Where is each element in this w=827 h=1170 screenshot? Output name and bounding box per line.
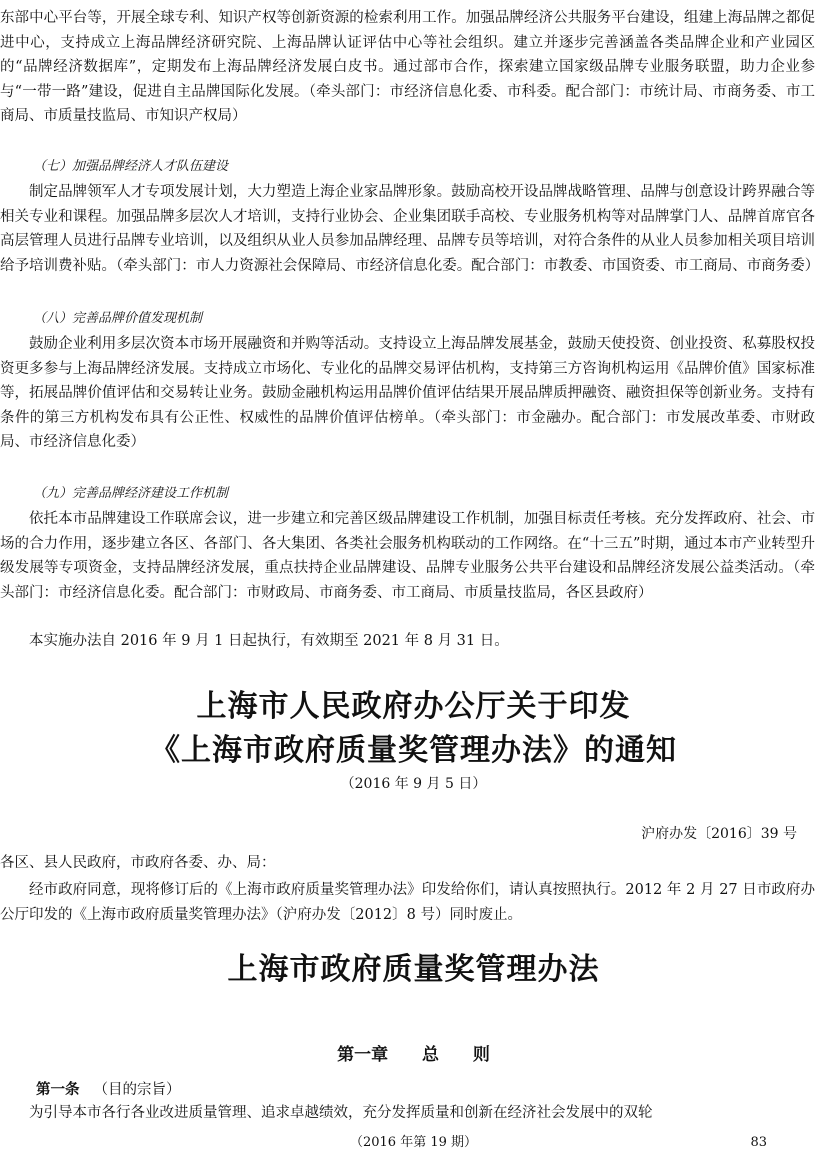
article-topic: （目的宗旨） [93, 1082, 181, 1098]
section-heading-9: （九）完善品牌经济建设工作机制 [33, 486, 229, 501]
section-body-9: 依托本市品牌建设工作联席会议，进一步建立和完善区级品牌建设工作机制，加强目标责任考核。充分发挥政府、社会、市场的合力作用，逐步建立各区、各部门、各大集团、各类社会服务机构联动的工作网络。在“十三五”时期，通过本市产业转型升级发展等专项资金，支持品牌经济发展，重点扶持企业品牌建设、品牌专业服务公共平台建设和品牌经济发展公益类活动。（牵头部门：市经济信息化委。配合部门：市财政局、市商务委、市工商局、市质量技监局，各区县政府） [0, 511, 815, 601]
effective-date-paragraph: 本实施办法自 2016 年 9 月 1 日起执行，有效期至 2021 年 8 月 31 日。 [29, 633, 509, 649]
section-heading-7: （七）加强品牌经济人才队伍建设 [33, 159, 229, 174]
notice-body: 经市政府同意，现将修订后的《上海市政府质量奖管理办法》印发给你们，请认真按照执行。2012 年 2 月 27 日市政府办公厅印发的《上海市政府质量奖管理办法》（沪府办发〔2012〕8 号）同时废止。 [0, 882, 815, 923]
section-heading-8: （八）完善品牌价值发现机制 [33, 311, 203, 326]
issue-footer: （2016 年第 19 期） [349, 1135, 478, 1150]
notice-date: （2016 年 9 月 5 日） [340, 776, 487, 792]
section-body-7: 制定品牌领军人才专项发展计划，大力塑造上海企业家品牌形象。鼓励高校开设品牌战略管理、品牌与创意设计跨界融合等相关专业和课程。加强品牌多层次人才培训，支持行业协会、企业集团联手高校、专业服务机构等对品牌掌门人、品牌首席官各高层管理人员进行品牌专业培训，以及组织从业人员参加品牌经理、品牌专员等培训，对符合条件的从业人员参加相关项目培训给予培训费补贴。（牵头部门：市人力资源社会保障局、市经济信息化委。配合部门：市教委、市国资委、市工商局、市商务委） [0, 184, 820, 274]
document-number: 沪府办发〔2016〕39 号 [641, 826, 797, 842]
article-text: 为引导本市各行各业改进质量管理、追求卓越绩效，充分发挥质量和创新在经济社会发展中的双轮 [29, 1105, 653, 1121]
notice-title-line2: 《上海市政府质量奖管理办法》的通知 [150, 733, 677, 768]
page-number: 83 [750, 1135, 767, 1150]
article-label: 第一条 [36, 1081, 80, 1098]
chapter-heading: 第一章 总 则 [337, 1045, 490, 1065]
article-heading [36, 1079, 181, 1101]
notice-recipients: 各区、县人民政府，市政府各委、办、局： [0, 855, 276, 871]
law-title: 上海市政府质量奖管理办法 [227, 952, 600, 987]
paragraph-continued: 东部中心平台等，开展全球专利、知识产权等创新资源的检索利用工作。加强品牌经济公共服务平台建设，组建上海品牌之都促进中心，支持成立上海品牌经济研究院、上海品牌认证评估中心等社会组织。建立并逐步完善涵盖各类品牌企业和产业园区的“品牌经济数据库”，定期发布上海品牌经济发展白皮书。通过部市合作，探索建立国家级品牌专业服务联盟，助力企业参与“一带一路”建设，促进自主品牌国际化发展。（牵头部门：市经济信息化委、市科委。配合部门：市统计局、市商务委、市工商局、市质量技监局、市知识产权局） [0, 10, 815, 125]
section-body-8: 鼓励企业利用多层次资本市场开展融资和并购等活动。支持设立上海品牌发展基金，鼓励天使投资、创业投资、私募股权投资更多参与上海品牌经济发展。支持成立市场化、专业化的品牌交易评估机构，支持第三方咨询机构运用《品牌价值》国家标准等，拓展品牌价值评估和交易转让业务。鼓励金融机构运用品牌价值评估结果开展品牌质押融资、融资担保等创新业务。支持有条件的第三方机构发布具有公正性、权威性的品牌价值评估榜单。（牵头部门：市金融办。配合部门：市发展改革委、市财政局、市经济信息化委） [0, 336, 815, 451]
notice-title-line1: 上海市人民政府办公厅关于印发 [196, 689, 631, 724]
